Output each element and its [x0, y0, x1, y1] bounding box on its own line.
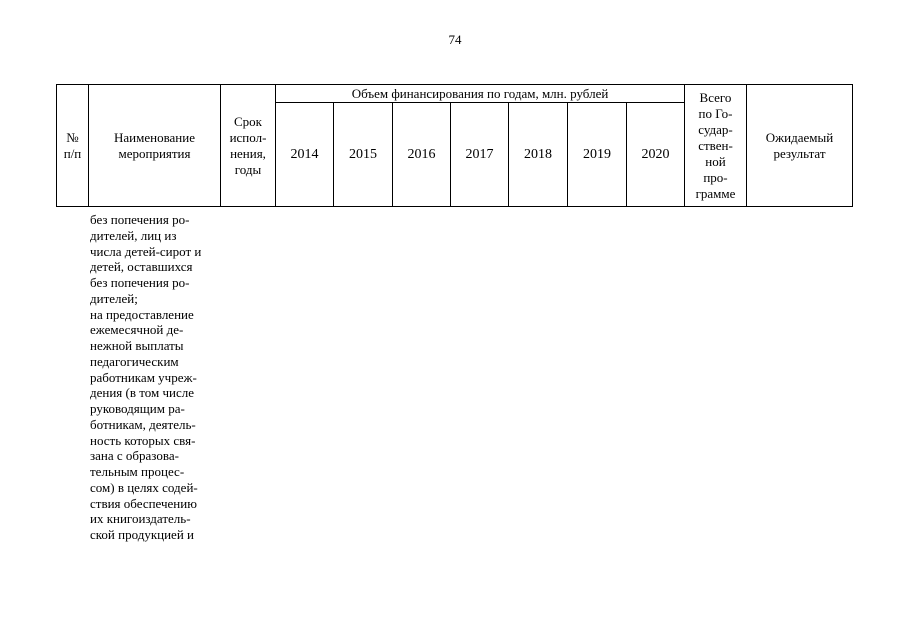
- header-year: 2017: [451, 103, 509, 207]
- header-year: 2020: [627, 103, 685, 207]
- funding-table: [56, 84, 853, 207]
- header-total: Всего по Го- судар- ствен- ной про- грамме: [685, 85, 747, 207]
- header-term: Срок испол- нения, годы: [221, 85, 276, 207]
- measure-description-continued: без попечения ро- дителей, лиц из числа детей-сирот и детей, оставшихся без попечения ро- дителей; на предоставление ежемесячной де- нежной выплаты педагогическим работникам учреж- дения (в том числе руководящим ра- ботникам, деятель- ность которых свя- зана с образова- тельным процес- сом) в целях содей- ствия обеспечению их книгоиздатель- ской продукцией и: [90, 212, 202, 542]
- page-number: 74: [448, 32, 462, 47]
- header-measure-name: Наименование мероприятия: [89, 85, 221, 207]
- header-year: 2016: [393, 103, 451, 207]
- header-funding-group: Объем финансирования по годам, млн. рублей: [276, 85, 685, 103]
- header-year: 2014: [276, 103, 334, 207]
- header-year: 2015: [334, 103, 393, 207]
- header-year: 2018: [509, 103, 568, 207]
- header-year: 2019: [568, 103, 627, 207]
- header-expected-result: Ожидаемый результат: [747, 85, 853, 207]
- header-number: № п/п: [57, 85, 89, 207]
